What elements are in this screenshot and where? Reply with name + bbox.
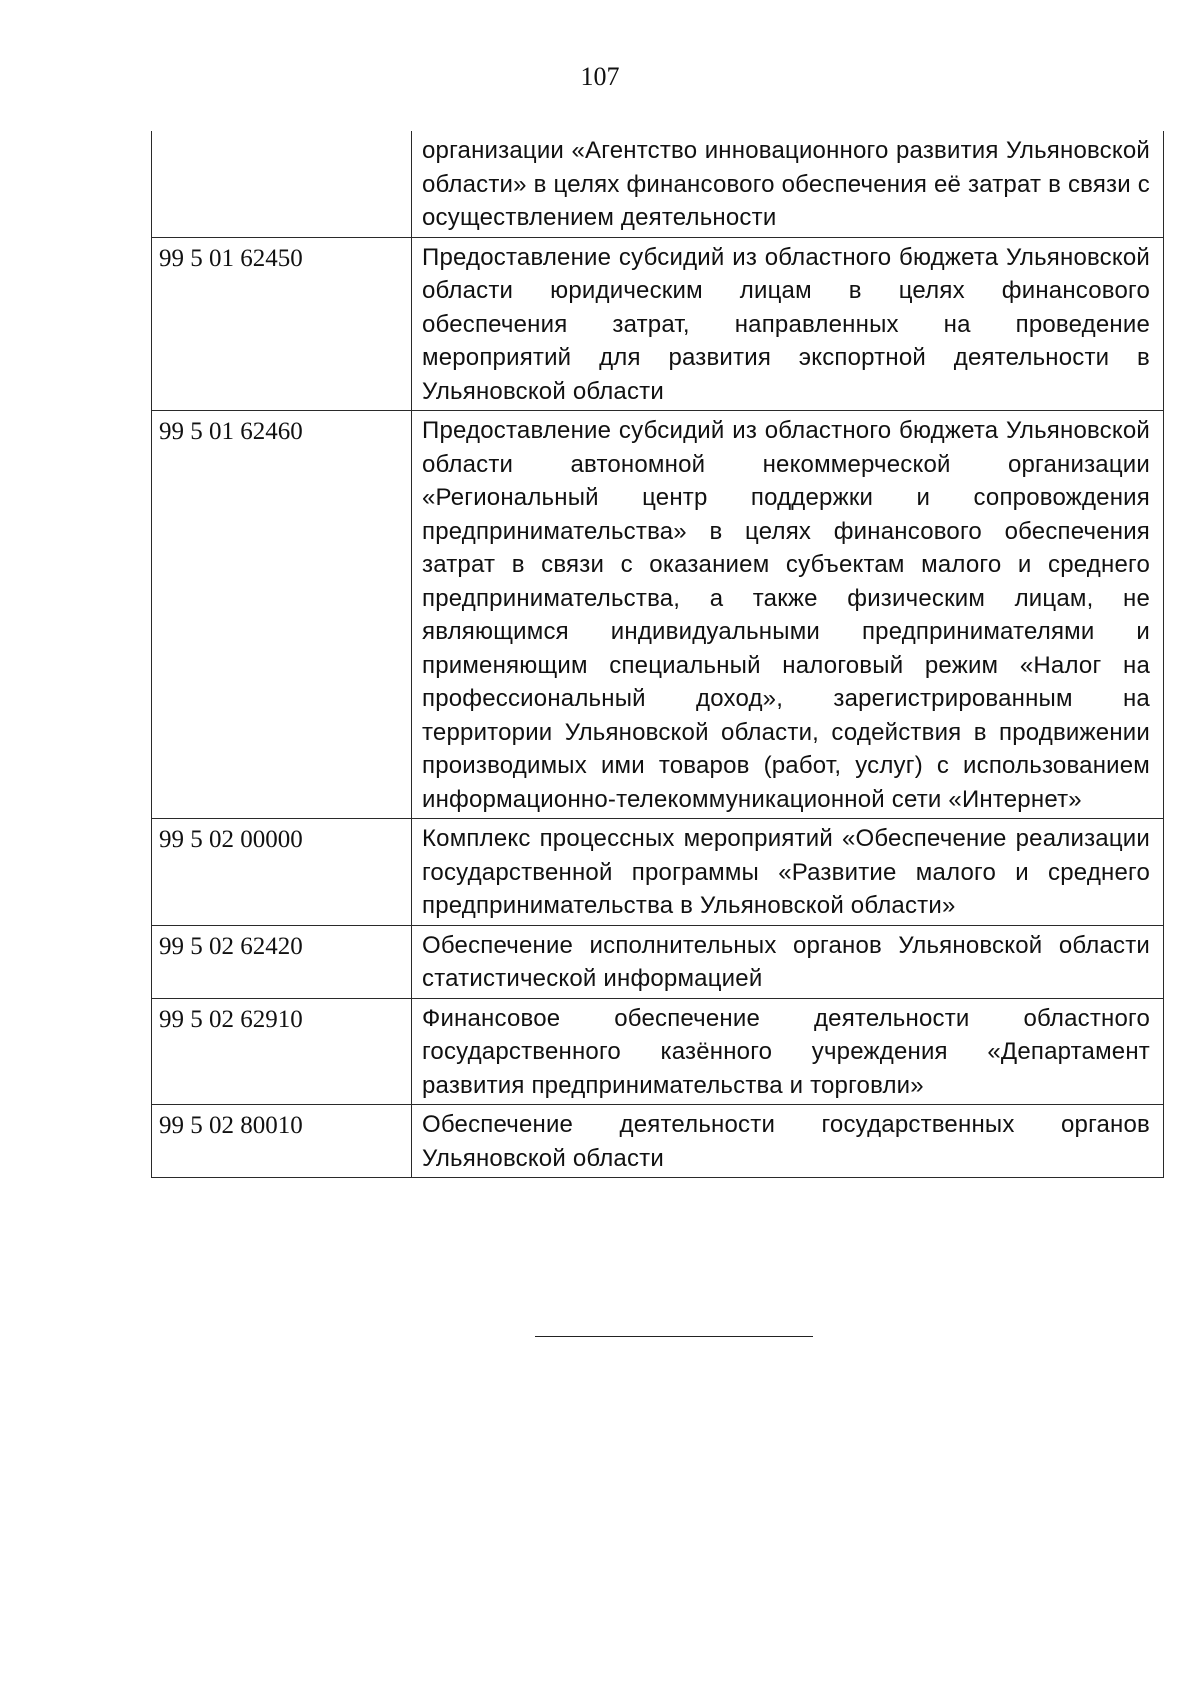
description-cell: Финансовое обеспечение деятельности областного государственного казённого учреждения «Департамент развития предпринимательства и торговли»: [412, 998, 1164, 1105]
budget-classification-table: [151, 131, 1164, 1178]
code-cell: 99 5 01 62450: [152, 237, 412, 411]
end-of-document-rule: [535, 1336, 813, 1337]
code-cell: 99 5 01 62460: [152, 411, 412, 819]
description-cell: Предоставление субсидий из областного бюджета Ульяновской области автономной некоммерческой организации «Региональный центр поддержки и сопровождения предпринимательства» в целях финансового обеспечения затрат в связи с оказанием субъектам малого и среднего предпринимательства, а также физическим лицам, не являющимся индивидуальными предпринимателями и применяющим специальный налоговый режим «Налог на профессиональный доход», зарегистрированным на территории Ульяновской области, содействия в продвижении производимых ими товаров (работ, услуг) с использованием информационно-телекоммуникационной сети «Интернет»: [412, 411, 1164, 819]
description-cell: Обеспечение деятельности государственных органов Ульяновской области: [412, 1105, 1164, 1178]
page-number: 107: [580, 62, 620, 91]
table-row: [152, 1105, 1164, 1178]
description-cell: Предоставление субсидий из областного бюджета Ульяновской области юридическим лицам в целях финансового обеспечения затрат, направленных на проведение мероприятий для развития экспортной деятельности в Ульяновской области: [412, 237, 1164, 411]
description-cell: Обеспечение исполнительных органов Ульяновской области статистической информацией: [412, 925, 1164, 998]
code-cell: 99 5 02 62910: [152, 998, 412, 1105]
table-row: [152, 925, 1164, 998]
table-row: [152, 411, 1164, 819]
description-cell: организации «Агентство инновационного развития Ульяновской области» в целях финансового обеспечения её затрат в связи с осуществлением деятельности: [412, 131, 1164, 237]
table-row: [152, 998, 1164, 1105]
code-cell: [152, 131, 412, 237]
code-cell: 99 5 02 00000: [152, 819, 412, 926]
table-row: [152, 131, 1164, 237]
description-cell: Комплекс процессных мероприятий «Обеспечение реализации государственной программы «Развитие малого и среднего предпринимательства в Ульяновской области»: [412, 819, 1164, 926]
code-cell: 99 5 02 62420: [152, 925, 412, 998]
table-row: [152, 237, 1164, 411]
table-row: [152, 819, 1164, 926]
code-cell: 99 5 02 80010: [152, 1105, 412, 1178]
